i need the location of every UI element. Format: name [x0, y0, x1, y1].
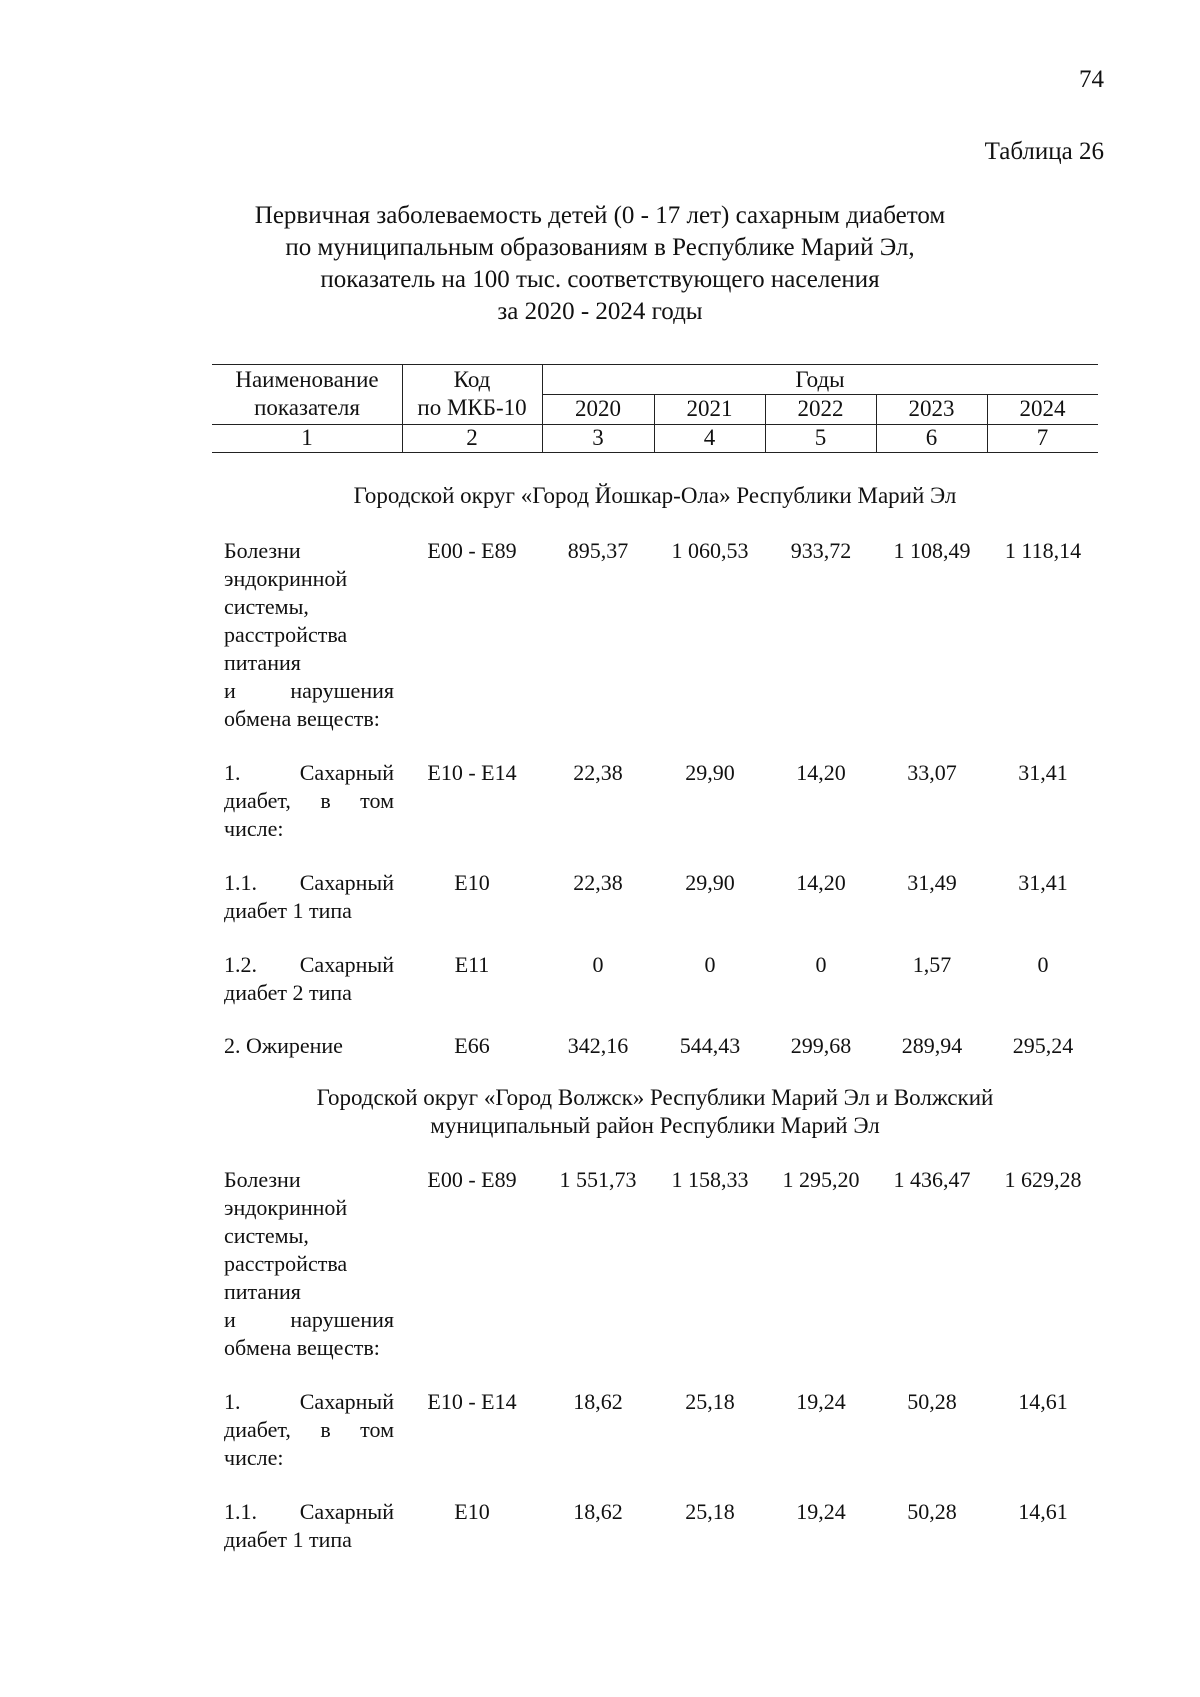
row-value: 22,38 [573, 870, 623, 895]
row-name [224, 869, 394, 925]
header-year: 2024 [1019, 396, 1066, 421]
row-name-line: диабет, в том [224, 788, 394, 813]
row-code: E66 [454, 1033, 490, 1058]
col-number: 5 [814, 425, 827, 450]
row-name-line: диабет 1 типа [224, 1527, 352, 1552]
row-name-line: 1.1. Сахарный [224, 870, 394, 895]
row-name [224, 1498, 394, 1554]
row-name-line: 2. Ожирение [224, 1033, 343, 1058]
row-name-line: питания [224, 650, 301, 675]
row-value: 18,62 [573, 1499, 623, 1524]
row-name [224, 1388, 394, 1472]
row-name-line: питания [224, 1279, 301, 1304]
section-title-line: Городской округ «Город Йошкар-Ола» Республики Марий Эл [353, 483, 957, 508]
row-name-line: эндокринной [224, 566, 348, 591]
page-number: 74 [1079, 66, 1104, 93]
row-value: 31,41 [1018, 870, 1068, 895]
row-name [224, 951, 394, 1007]
header-years: Годы [795, 367, 845, 392]
table-header [212, 364, 1098, 456]
row-name-line: Болезни [224, 1167, 301, 1192]
row-name-line: эндокринной [224, 1195, 348, 1220]
header-name-line: показателя [254, 395, 360, 420]
row-value: 0 [704, 952, 716, 977]
row-value: 22,38 [573, 760, 623, 785]
row-value: 14,20 [796, 870, 846, 895]
row-value: 289,94 [901, 1033, 963, 1058]
row-name-line: обмена веществ: [224, 706, 380, 731]
row-name [224, 537, 394, 733]
section-title [212, 1084, 1098, 1140]
row-code: E10 - E14 [427, 760, 517, 785]
row-value: 1 551,73 [559, 1167, 637, 1192]
col-number: 2 [466, 425, 478, 450]
row-value: 31,41 [1018, 760, 1068, 785]
row-code: E10 - E14 [427, 1389, 517, 1414]
row-value: 933,72 [790, 538, 852, 563]
title-line: Первичная заболеваемость детей (0 - 17 лет) сахарным диабетом [254, 202, 946, 229]
row-value: 895,37 [567, 538, 629, 563]
section-title [212, 482, 1098, 510]
row-value: 14,61 [1018, 1499, 1068, 1524]
row-value: 0 [1037, 952, 1049, 977]
row-name-line: диабет, в том [224, 1417, 394, 1442]
row-value: 19,24 [796, 1499, 846, 1524]
row-value: 1 060,53 [671, 538, 749, 563]
row-value: 1 629,28 [1004, 1167, 1082, 1192]
row-value: 299,68 [790, 1033, 852, 1058]
row-value: 18,62 [573, 1389, 623, 1414]
row-value: 29,90 [685, 760, 735, 785]
header-year: 2020 [575, 396, 621, 421]
row-value: 1,57 [912, 952, 952, 977]
row-name-line: диабет 2 типа [224, 980, 352, 1005]
row-name-line: числе: [224, 1445, 284, 1470]
col-number: 4 [703, 425, 716, 450]
row-value: 25,18 [685, 1389, 735, 1414]
row-value: 33,07 [907, 760, 957, 785]
header-year: 2022 [797, 396, 844, 421]
table-label: Таблица 26 [984, 138, 1104, 165]
row-name [224, 759, 394, 843]
row-value: 14,61 [1018, 1389, 1068, 1414]
row-name-line: и нарушения [224, 1307, 394, 1332]
row-name-line: системы, [224, 1223, 309, 1248]
row-value: 342,16 [567, 1033, 629, 1058]
col-number: 1 [301, 425, 313, 450]
row-name-line: 1. Сахарный [224, 1389, 394, 1414]
col-number: 3 [592, 425, 604, 450]
row-name-line: расстройства [224, 1251, 348, 1276]
title-line: по муниципальным образованиям в Республике Марий Эл, [285, 234, 915, 261]
row-code: E00 - E89 [427, 1167, 517, 1192]
section-title-line: Городской округ «Город Волжск» Республики Марий Эл и Волжский [316, 1085, 994, 1110]
rule [212, 452, 1098, 453]
row-value: 1 295,20 [782, 1167, 860, 1192]
row-name-line: системы, [224, 594, 309, 619]
row-value: 50,28 [907, 1389, 957, 1414]
row-value: 1 118,14 [1004, 538, 1082, 563]
row-name-line: диабет 1 типа [224, 898, 352, 923]
row-value: 544,43 [679, 1033, 741, 1058]
title-line: за 2020 - 2024 годы [497, 298, 703, 325]
row-value: 25,18 [685, 1499, 735, 1524]
header-name-line: Наименование [235, 367, 379, 392]
rule [212, 364, 1098, 365]
row-value: 0 [592, 952, 604, 977]
header-code-line: Код [453, 367, 491, 392]
row-code: E11 [454, 952, 490, 977]
col-number: 7 [1036, 425, 1049, 450]
row-value: 14,20 [796, 760, 846, 785]
row-name [224, 1032, 394, 1060]
row-code: E10 [454, 1499, 490, 1524]
row-name-line: 1.1. Сахарный [224, 1499, 394, 1524]
header-code [402, 366, 542, 422]
row-name-line: обмена веществ: [224, 1335, 380, 1360]
header-year: 2023 [908, 396, 955, 421]
row-value: 1 436,47 [893, 1167, 971, 1192]
header-year: 2021 [686, 396, 733, 421]
row-value: 29,90 [685, 870, 735, 895]
row-name-line: Болезни [224, 538, 301, 563]
row-name-line: числе: [224, 816, 284, 841]
row-value: 1 158,33 [671, 1167, 749, 1192]
table-title [0, 200, 1200, 328]
row-value: 0 [815, 952, 827, 977]
row-name-line: расстройства [224, 622, 348, 647]
header-code-line: по МКБ-10 [417, 395, 527, 420]
row-value: 50,28 [907, 1499, 957, 1524]
row-value: 1 108,49 [893, 538, 971, 563]
row-name [224, 1166, 394, 1362]
row-value: 31,49 [907, 870, 957, 895]
row-name-line: 1. Сахарный [224, 760, 394, 785]
row-value: 19,24 [796, 1389, 846, 1414]
section-title-line: муниципальный район Республики Марий Эл [430, 1113, 880, 1138]
header-name [212, 366, 402, 422]
row-name-line: 1.2. Сахарный [224, 952, 394, 977]
row-value: 295,24 [1012, 1033, 1074, 1058]
col-number: 6 [925, 425, 938, 450]
row-code: E00 - E89 [427, 538, 517, 563]
row-code: E10 [454, 870, 490, 895]
title-line: показатель на 100 тыс. соответствующего населения [320, 266, 880, 293]
row-name-line: и нарушения [224, 678, 394, 703]
